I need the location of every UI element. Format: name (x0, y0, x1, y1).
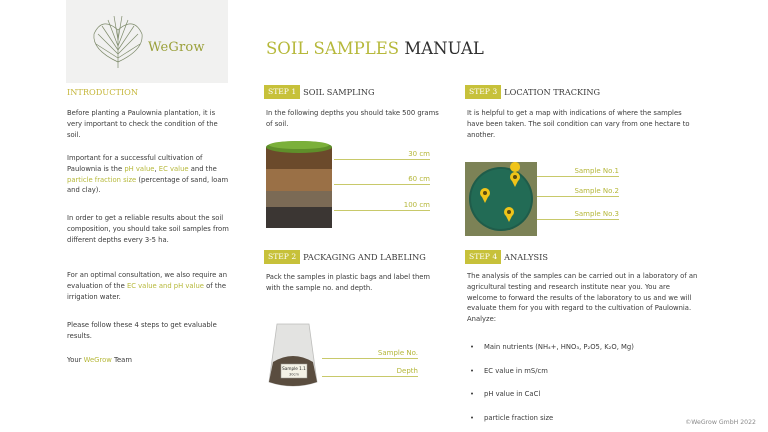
step2-heading (264, 250, 426, 264)
step1-text: In the following depths you should take 500 grams of soil. (266, 109, 439, 128)
intro-text: Important for a successful cultivation of Paulownia is the (67, 154, 203, 173)
sample-label-2: Sample No.2 (537, 186, 619, 197)
intro-text: Your (67, 356, 84, 364)
analysis-list (470, 342, 634, 432)
intro-text: For an optimal consultation, we also require an evaluation of the (67, 271, 227, 290)
list-item: • Main nutrients (NH₄+, HNO₃, P₂O5, K₂O, Mg) (470, 342, 634, 366)
soil-layers-image (264, 137, 334, 230)
paulownia-leaf-logo (88, 10, 148, 70)
intro-text: of the irrigation water. (67, 281, 226, 301)
step3-text: It is helpful to get a map with indications of where the samples have been taken. The soil condition can vary from one hectare to another. (467, 109, 690, 139)
sample-no-label: Sample No. (322, 348, 418, 359)
step2-title: PACKAGING AND LABELING (303, 252, 426, 262)
step1-heading (264, 85, 375, 99)
intro-paragraph-5: Please follow these 4 steps to get evaluable results. (67, 321, 217, 340)
intro-text: and the (188, 164, 217, 173)
bag-label-text: Sample 1.1 (282, 366, 306, 371)
step2-text: Pack the samples in plastic bags and label them with the sample no. and depth. (266, 273, 431, 292)
brand-name: WeGrow (148, 40, 205, 55)
bag-label-depth: 30cm (288, 372, 300, 377)
step3-title: LOCATION TRACKING (504, 87, 601, 97)
ph-value-highlight: pH value (124, 164, 155, 173)
depth-label-3: 100 cm (334, 200, 430, 211)
ec-value-highlight: EC value (158, 164, 189, 173)
particle-fraction-highlight: particle fraction size (67, 175, 137, 184)
step4-title: ANALYSIS (504, 252, 548, 262)
ec-ph-highlight: EC value and pH value (126, 281, 204, 290)
step4-text: The analysis of the samples can be carried out in a laboratory of an agricultural testing and research institute near you. You are welcome to forward the results of the laboratory to us and we will evaluate them for you with regard to the cultivation of Paulownia. Analyze: (467, 272, 698, 324)
step4-heading (465, 250, 548, 264)
intro-text: Team (111, 356, 132, 364)
depth-label-2: 60 cm (334, 174, 430, 185)
step4-badge: STEP 4 (465, 250, 501, 264)
step3-badge: STEP 3 (465, 85, 501, 99)
brand-highlight: WeGrow (83, 356, 112, 364)
location-map-image (465, 162, 537, 236)
logo-panel (66, 0, 228, 83)
step2-badge: STEP 2 (264, 250, 300, 264)
title-accent: SOIL SAMPLES (266, 39, 400, 58)
intro-text: , (154, 164, 159, 173)
sample-label-1: Sample No.1 (537, 166, 619, 177)
list-item: • EC value in mS/cm (470, 366, 634, 390)
sample-label-3: Sample No.3 (537, 209, 619, 220)
depth-label-1: 30 cm (334, 149, 430, 160)
step1-badge: STEP 1 (264, 85, 300, 99)
intro-heading: INTRODUCTION (67, 87, 139, 97)
list-item: • particle fraction size (470, 413, 634, 432)
depth-label: Depth (322, 366, 418, 377)
intro-paragraph-1: Before planting a Paulownia plantation, it is very important to check the condition of the soil. (67, 109, 218, 139)
page-title (266, 39, 484, 58)
intro-paragraph-2 (67, 153, 229, 196)
intro-text: (percentage of sand, loam and clay). (67, 175, 229, 195)
intro-paragraph-4 (67, 270, 229, 302)
step3-heading (465, 85, 600, 99)
intro-paragraph-3: In order to get a reliable results about the soil composition, you should take soil samples from different depths every 3-5 ha. (67, 214, 229, 244)
step1-title: SOIL SAMPLING (303, 87, 375, 97)
list-item: • pH value in CaCl (470, 389, 634, 413)
title-rest: MANUAL (404, 39, 484, 58)
sample-bag-image (263, 320, 323, 390)
intro-signature (67, 355, 229, 366)
copyright: ©WeGrow GmbH 2022 (685, 419, 756, 426)
